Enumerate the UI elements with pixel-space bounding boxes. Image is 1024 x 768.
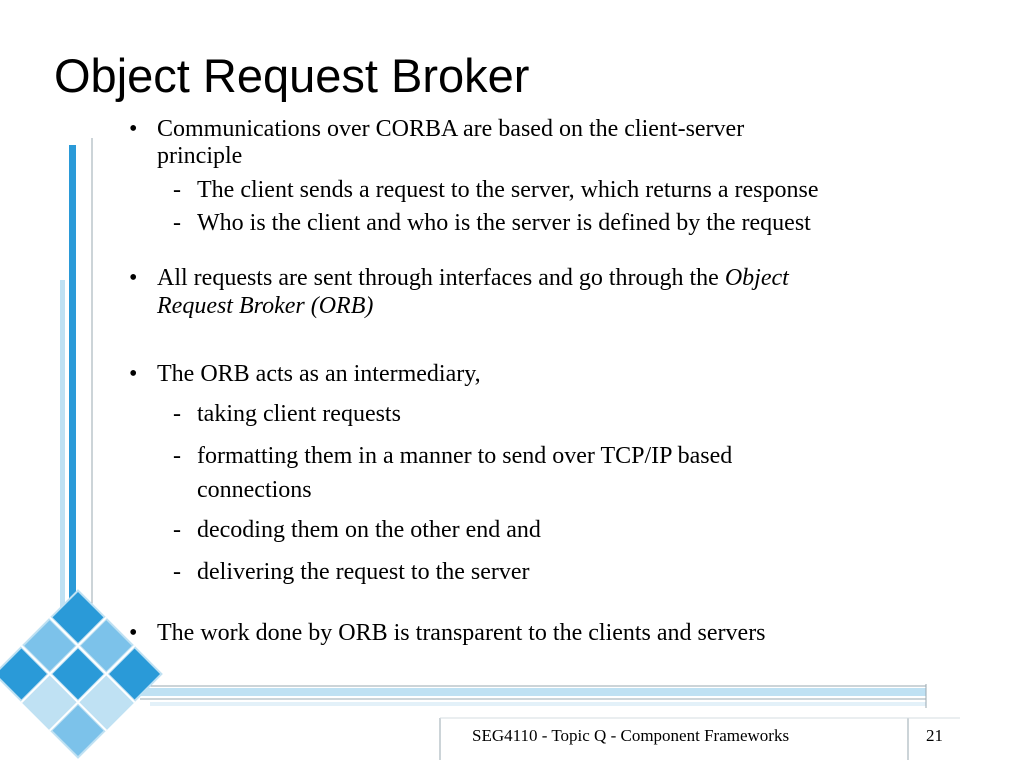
bullet-text: The work done by ORB is transparent to the clients and servers: [157, 620, 766, 646]
bullet-italic-text: Object: [724, 265, 789, 291]
dash-icon: -: [173, 177, 181, 203]
sub-item-text: Who is the client and who is the server is defined by the request: [197, 210, 811, 236]
sub-item-text: The client sends a request to the server, which returns a response: [197, 177, 819, 203]
sub-item-text: taking client requests: [197, 401, 401, 427]
bullet-item: [129, 619, 766, 647]
sub-item-text: formatting them in a manner to send over TCP/IP based: [197, 443, 733, 469]
dash-icon: -: [173, 401, 181, 427]
sub-item-continuation: [197, 476, 312, 504]
bullet-item: [129, 264, 789, 292]
bullet-text: All requests are sent through interfaces and go through the: [157, 265, 725, 291]
page-number: 21: [926, 726, 943, 745]
slide-title: Object Request Broker: [54, 49, 530, 102]
bullet-item: [129, 115, 745, 143]
sub-item-text: connections: [197, 477, 312, 503]
bullet-icon: •: [129, 620, 138, 646]
sub-item: [173, 209, 811, 237]
dash-icon: -: [173, 443, 181, 469]
sub-item: [173, 442, 733, 470]
sub-item: [173, 400, 401, 428]
sub-item: [173, 558, 530, 586]
sub-item: [173, 516, 541, 544]
bullet-icon: •: [129, 265, 138, 291]
bullet-icon: •: [129, 116, 138, 142]
dash-icon: -: [173, 559, 181, 585]
sub-item-text: decoding them on the other end and: [197, 517, 541, 543]
bullet-continuation: [157, 142, 242, 170]
bullet-item: [129, 360, 481, 388]
bullet-text: The ORB acts as an intermediary,: [157, 361, 481, 387]
bullet-continuation: [157, 292, 373, 320]
footer-course-label: SEG4110 - Topic Q - Component Frameworks: [472, 726, 790, 745]
bullet-icon: •: [129, 361, 138, 387]
bullet-text: principle: [157, 143, 243, 169]
bullet-italic-text: Request Broker (ORB): [157, 293, 374, 319]
sub-item-text: delivering the request to the server: [197, 559, 530, 585]
sub-item: [173, 176, 819, 204]
dash-icon: -: [173, 517, 181, 543]
dash-icon: -: [173, 210, 181, 236]
bullet-text: Communications over CORBA are based on the client-server: [157, 116, 745, 142]
